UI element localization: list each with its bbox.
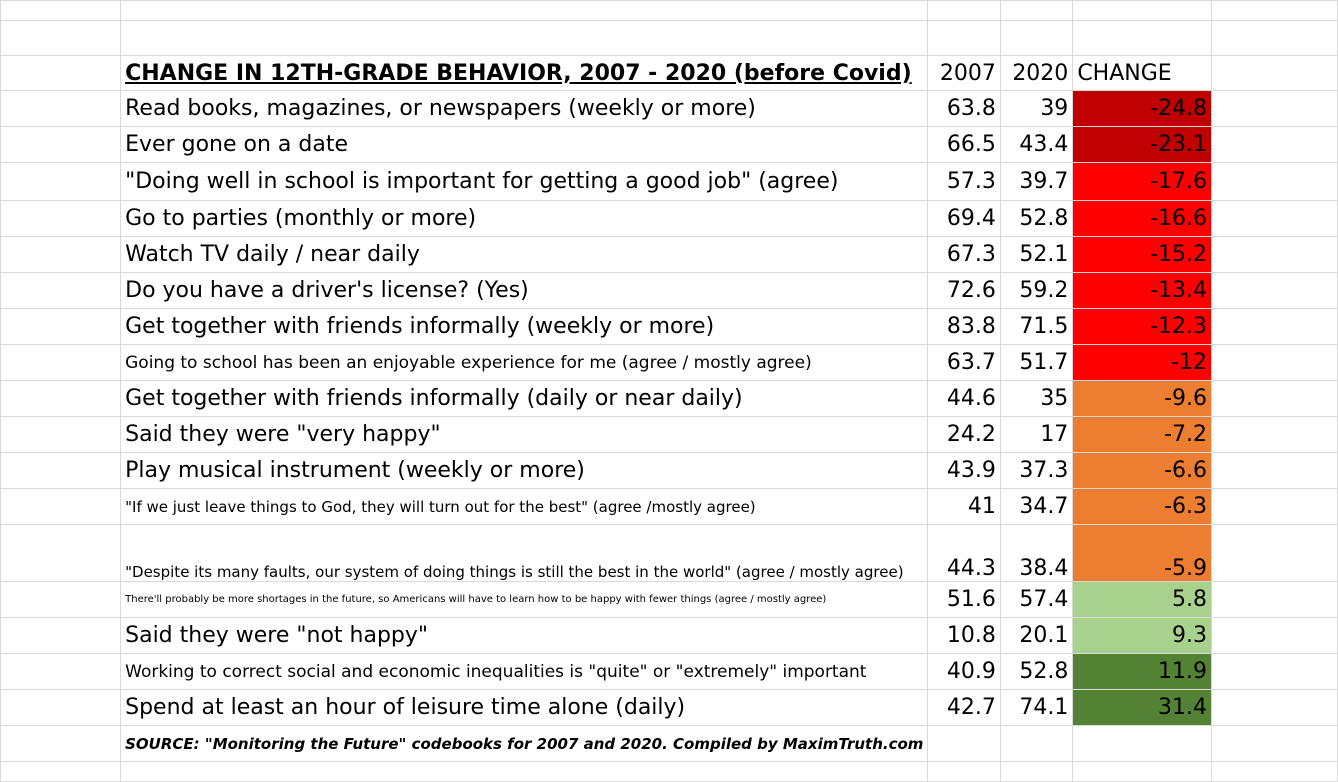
value-2007[interactable]: 57.3 (928, 163, 1000, 201)
empty-row (1, 762, 1338, 782)
value-2007[interactable]: 43.9 (928, 453, 1000, 489)
table-row (1, 345, 1338, 381)
empty-row (1, 1, 1338, 21)
cell[interactable] (1212, 762, 1338, 782)
source-row (1, 726, 1338, 762)
cell[interactable] (1, 56, 121, 91)
row-label[interactable]: Get together with friends informally (weekly or more) (121, 309, 928, 345)
cell[interactable] (1212, 56, 1338, 91)
value-2007[interactable]: 41 (928, 489, 1000, 525)
cell[interactable] (1212, 127, 1338, 163)
cell[interactable] (1212, 690, 1338, 726)
change-value[interactable]: -24.8 (1073, 91, 1212, 127)
cell[interactable] (1, 1, 121, 21)
value-2007[interactable]: 44.6 (928, 381, 1000, 417)
table-row (1, 237, 1338, 273)
cell[interactable] (1000, 21, 1072, 56)
table-row (1, 201, 1338, 237)
cell[interactable] (1, 345, 121, 381)
table-row (1, 654, 1338, 690)
value-2007[interactable]: 40.9 (928, 654, 1000, 690)
row-label[interactable]: Working to correct social and economic inequalities is "quite" or "extremely" important (121, 654, 928, 690)
header-2007[interactable]: 2007 (928, 56, 1000, 91)
table-title[interactable]: CHANGE IN 12TH-GRADE BEHAVIOR, 2007 - 2020 (before Covid) (121, 56, 928, 91)
cell[interactable] (1212, 381, 1338, 417)
value-2020[interactable]: 37.3 (1000, 453, 1072, 489)
table-row (1, 309, 1338, 345)
cell[interactable] (1, 762, 121, 782)
cell[interactable] (1, 201, 121, 237)
value-2020[interactable]: 51.7 (1000, 345, 1072, 381)
table-row (1, 163, 1338, 201)
cell[interactable] (1, 582, 121, 618)
change-value[interactable]: -12 (1073, 345, 1212, 381)
table-row (1, 273, 1338, 309)
cell[interactable] (1000, 762, 1072, 782)
change-value[interactable]: -23.1 (1073, 127, 1212, 163)
cell[interactable] (1, 726, 121, 762)
table-row (1, 618, 1338, 654)
table-row (1, 582, 1338, 618)
cell[interactable] (1212, 489, 1338, 525)
value-2020[interactable]: 39 (1000, 91, 1072, 127)
cell[interactable] (1, 690, 121, 726)
cell[interactable] (1073, 1, 1212, 21)
cell[interactable] (1212, 309, 1338, 345)
cell[interactable] (928, 762, 1000, 782)
change-value[interactable]: 31.4 (1073, 690, 1212, 726)
value-2020[interactable]: 52.8 (1000, 654, 1072, 690)
cell[interactable] (1073, 21, 1212, 56)
row-label[interactable]: "Despite its many faults, our system of doing things is still the best in the world" (agree / mostly agree) (121, 525, 928, 582)
row-label[interactable]: Spend at least an hour of leisure time alone (daily) (121, 690, 928, 726)
cell[interactable] (121, 1, 928, 21)
row-label[interactable]: Play musical instrument (weekly or more) (121, 453, 928, 489)
row-label[interactable]: Do you have a driver's license? (Yes) (121, 273, 928, 309)
value-2007[interactable]: 51.6 (928, 582, 1000, 618)
cell[interactable] (1, 127, 121, 163)
value-2020[interactable]: 57.4 (1000, 582, 1072, 618)
cell[interactable] (1073, 762, 1212, 782)
row-label[interactable]: There'll probably be more shortages in the future, so Americans will have to learn how to be happy with fewer things (agree / mostly agree) (121, 582, 928, 618)
row-label[interactable]: Watch TV daily / near daily (121, 237, 928, 273)
cell[interactable] (1212, 453, 1338, 489)
change-value[interactable]: -9.6 (1073, 381, 1212, 417)
cell[interactable] (1212, 91, 1338, 127)
cell[interactable] (121, 762, 928, 782)
cell[interactable] (121, 21, 928, 56)
table-row (1, 489, 1338, 525)
value-2007[interactable]: 63.8 (928, 91, 1000, 127)
table-row (1, 381, 1338, 417)
cell[interactable] (1212, 237, 1338, 273)
cell[interactable] (1212, 582, 1338, 618)
cell[interactable] (928, 1, 1000, 21)
row-label[interactable]: Read books, magazines, or newspapers (weekly or more) (121, 91, 928, 127)
cell[interactable] (1, 654, 121, 690)
table-row (1, 453, 1338, 489)
cell[interactable] (928, 726, 1000, 762)
header-2020[interactable]: 2020 (1000, 56, 1072, 91)
value-2020[interactable]: 52.8 (1000, 201, 1072, 237)
value-2020[interactable]: 20.1 (1000, 618, 1072, 654)
empty-row (1, 21, 1338, 56)
value-2020[interactable]: 38.4 (1000, 525, 1072, 582)
value-2020[interactable]: 59.2 (1000, 273, 1072, 309)
cell[interactable] (1, 273, 121, 309)
cell[interactable] (1212, 1, 1338, 21)
change-value[interactable]: 5.8 (1073, 582, 1212, 618)
change-value[interactable]: 9.3 (1073, 618, 1212, 654)
change-value[interactable]: -17.6 (1073, 163, 1212, 201)
cell[interactable] (1000, 1, 1072, 21)
cell[interactable] (1212, 21, 1338, 56)
table-row (1, 127, 1338, 163)
value-2007[interactable]: 42.7 (928, 690, 1000, 726)
change-value[interactable]: -16.6 (1073, 201, 1212, 237)
table-row (1, 690, 1338, 726)
value-2007[interactable]: 72.6 (928, 273, 1000, 309)
change-value[interactable]: -13.4 (1073, 273, 1212, 309)
row-label[interactable]: Ever gone on a date (121, 127, 928, 163)
cell[interactable] (1, 163, 121, 201)
value-2007[interactable]: 10.8 (928, 618, 1000, 654)
cell[interactable] (1212, 163, 1338, 201)
cell[interactable] (1, 489, 121, 525)
table-row (1, 525, 1338, 582)
change-value[interactable]: -12.3 (1073, 309, 1212, 345)
row-label[interactable]: Said they were "not happy" (121, 618, 928, 654)
value-2007[interactable]: 66.5 (928, 127, 1000, 163)
change-value[interactable]: -7.2 (1073, 417, 1212, 453)
change-value[interactable]: -6.3 (1073, 489, 1212, 525)
value-2020[interactable]: 17 (1000, 417, 1072, 453)
cell[interactable] (1212, 618, 1338, 654)
change-value[interactable]: -15.2 (1073, 237, 1212, 273)
cell[interactable] (1, 21, 121, 56)
change-value[interactable]: -6.6 (1073, 453, 1212, 489)
value-2007[interactable]: 24.2 (928, 417, 1000, 453)
change-value[interactable]: 11.9 (1073, 654, 1212, 690)
source-note[interactable]: SOURCE: "Monitoring the Future" codebooks for 2007 and 2020. Compiled by MaximTruth.com (121, 726, 928, 762)
header-change[interactable]: CHANGE (1073, 56, 1212, 91)
cell[interactable] (1000, 726, 1072, 762)
cell[interactable] (1, 417, 121, 453)
value-2007[interactable]: 69.4 (928, 201, 1000, 237)
value-2020[interactable]: 74.1 (1000, 690, 1072, 726)
value-2020[interactable]: 52.1 (1000, 237, 1072, 273)
row-label[interactable]: "If we just leave things to God, they will turn out for the best" (agree /mostly agree) (121, 489, 928, 525)
value-2007[interactable]: 44.3 (928, 525, 1000, 582)
table-row (1, 91, 1338, 127)
value-2020[interactable]: 35 (1000, 381, 1072, 417)
row-label[interactable]: "Doing well in school is important for getting a good job" (agree) (121, 163, 928, 201)
cell[interactable] (1212, 273, 1338, 309)
cell[interactable] (1212, 201, 1338, 237)
cell[interactable] (928, 21, 1000, 56)
cell[interactable] (1, 525, 121, 582)
row-label[interactable]: Go to parties (monthly or more) (121, 201, 928, 237)
cell[interactable] (1, 618, 121, 654)
cell[interactable] (1212, 726, 1338, 762)
value-2020[interactable]: 39.7 (1000, 163, 1072, 201)
row-label[interactable]: Going to school has been an enjoyable experience for me (agree / mostly agree) (121, 345, 928, 381)
cell[interactable] (1, 309, 121, 345)
cell[interactable] (1, 91, 121, 127)
value-2020[interactable]: 71.5 (1000, 309, 1072, 345)
table-row (1, 417, 1338, 453)
cell[interactable] (1212, 345, 1338, 381)
value-2020[interactable]: 43.4 (1000, 127, 1072, 163)
cell[interactable] (1, 453, 121, 489)
row-label[interactable]: Said they were "very happy" (121, 417, 928, 453)
change-value[interactable]: -5.9 (1073, 525, 1212, 582)
cell[interactable] (1212, 654, 1338, 690)
value-2007[interactable]: 67.3 (928, 237, 1000, 273)
cell[interactable] (1, 381, 121, 417)
value-2007[interactable]: 83.8 (928, 309, 1000, 345)
value-2020[interactable]: 34.7 (1000, 489, 1072, 525)
cell[interactable] (1, 237, 121, 273)
cell[interactable] (1212, 417, 1338, 453)
header-row (1, 56, 1338, 91)
value-2007[interactable]: 63.7 (928, 345, 1000, 381)
row-label[interactable]: Get together with friends informally (daily or near daily) (121, 381, 928, 417)
cell[interactable] (1073, 726, 1212, 762)
cell[interactable] (1212, 525, 1338, 582)
